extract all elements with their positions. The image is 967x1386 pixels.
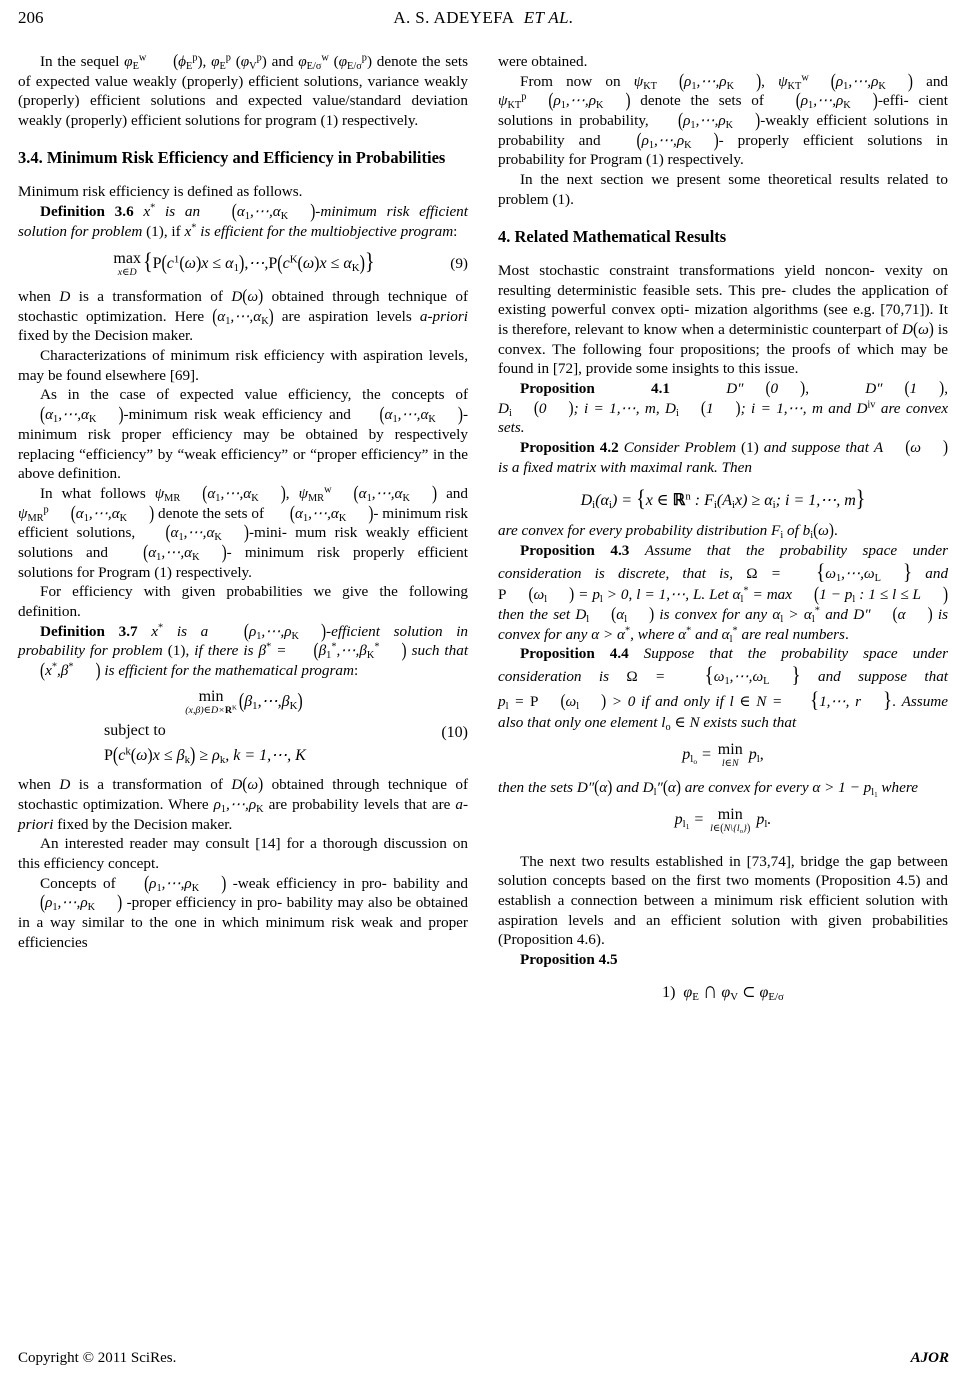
equation-10-objective: min $(x,\beta)\in D\times R^K$ $(\beta_1,\cdots,\beta_K)$	[185, 687, 303, 716]
math-beta-star-def: $\beta^* = (\beta_1^*,\cdots,\beta_K^*$ )	[258, 639, 407, 663]
paragraph-when-d-2-mid: is a transformation of	[78, 776, 223, 794]
max-operator: max x∈D	[113, 250, 141, 279]
definition-3-6-text-c: (1), if	[146, 222, 181, 240]
paragraph-convex-for-every-lead: are convex for every probability distribution	[498, 522, 768, 540]
math-psi-MR: $\psi_{MR}$ ($\alpha_1,\cdots,\alpha_K$ )	[154, 481, 286, 505]
paragraph-when-d-2-apriori: a-priori	[18, 795, 469, 833]
paragraph-sequel-sep5: )	[366, 53, 373, 70]
paragraph-fromnow-mid: denote the sets of	[640, 92, 764, 110]
math-phi-V-p: $\varphi_V^p$	[240, 52, 262, 72]
math-Omega-set-2: $\Omega = \{\omega_1,\cdots,\omega_L$ }	[626, 663, 801, 688]
proposition-4-2-label: Proposition 4.2	[520, 439, 619, 457]
running-head-etal: ET AL.	[523, 8, 574, 27]
proposition-4-5-label: Proposition 4.5	[520, 950, 618, 968]
definition-3-6-label: Definition 3.6	[40, 202, 134, 220]
proposition-4-4-label: Proposition 4.4	[520, 645, 629, 663]
proposition-4-3-text-k: are real numbers	[741, 625, 845, 643]
paragraph-inwhat-lead: In what follows	[40, 484, 146, 502]
paragraph-fromnow-mid2: -effi- cient solutions in probability,	[498, 92, 948, 130]
definition-3-6-colon: :	[453, 222, 458, 240]
math-psi-KT-w: $\psi_{KT}^w$ ($\rho_1,\cdots,\rho_K$ )	[778, 69, 913, 93]
paragraph-most-stochastic-end: is convex. The following four propositions; the proofs of which may be found in [72], provide some insights to this issue.	[498, 321, 949, 378]
paragraph-inwhat-sep2: and	[446, 484, 468, 502]
math-D-i-0: $D_i$ (0 ); i = 1,⋯, m	[498, 398, 656, 419]
paragraph-next-section: In the next section we present some theoretical results related to problem (1).	[498, 171, 948, 208]
definition-3-7-colon: :	[353, 662, 359, 680]
definition-3-7-label: Definition 3.7	[40, 622, 138, 640]
math-alpha-tuple-7: ($\alpha_1,\cdots,\alpha_K$ )	[143, 540, 227, 564]
math-x-star-2: x*	[184, 222, 197, 240]
paragraph-fromnow-sep2: and	[926, 72, 949, 90]
paragraph-ascase	[18, 385, 468, 483]
equation-p-lo-min	[498, 742, 948, 769]
definition-3-7-text-b: -efficient solution in probability for problem	[18, 622, 469, 660]
min-operator-pl1: min $l\in(N\backslash\{l_o\})$	[710, 805, 751, 835]
paragraph-fromnow	[498, 69, 949, 170]
copyright-notice: Copyright © 2011 SciRes.	[18, 1350, 177, 1366]
proposition-4-1-end: are convex sets.	[498, 399, 949, 437]
paragraph-fromnow-end: - properly efficient solutions in probability for Program (1) respectively.	[498, 131, 949, 169]
proposition-4-3-text-a: Assume that the probability space under consideration is discrete, that is,	[498, 542, 949, 582]
proposition-4-3-text-h: is convex for any	[498, 606, 949, 643]
math-b-i-omega: $b_i(\omega)$	[802, 521, 834, 542]
definition-3-7-text-f: is efficient for the mathematical program	[104, 662, 354, 680]
equation-10	[18, 689, 468, 767]
math-rho-tuple-6: ($\rho_1,\cdots,\rho_K$ )	[636, 128, 719, 152]
proposition-4-4-text-i: are convex for every	[684, 778, 809, 796]
proposition-4-4-text-j: where	[881, 778, 918, 796]
math-P-omega-l: P ($\omega_l$ ) = $p_l > 0$	[498, 585, 629, 606]
math-D-omega-2: D(ω)	[231, 774, 264, 795]
paragraph-sequel-sep2: (	[235, 53, 241, 70]
paragraph-when-d-1-end: fixed by the Decision maker.	[18, 327, 194, 345]
math-psi-KT-p: $\psi_{KT}^p$ ($\rho_1,\cdots,\rho_K$ )	[498, 89, 631, 113]
math-alpha-star-def: $\alpha_l^* = \max (1 - p_l$ : 1 ≤ l ≤ L )	[732, 583, 949, 607]
math-rho-tuple-3: ($\rho_1,\cdots,\rho_K$ )	[40, 891, 123, 915]
math-alpha-star-1: α*	[678, 625, 692, 643]
equation-D-i-alpha-i-expression: $D_i(\alpha_i) = \{x$ ∈ ℝ$^n$ : $F_i(A_ix) \ge \alpha_i$; i = 1,⋯, m}	[580, 485, 866, 512]
math-D-1: D	[59, 288, 71, 306]
definition-3-7-text-c: (1),	[167, 642, 190, 660]
math-phi-E-p2: $\varphi_E^p$	[211, 52, 231, 72]
proposition-4-4	[498, 644, 948, 733]
paragraph-then-the-sets	[498, 778, 948, 798]
paragraph-sequel-sep4: (	[333, 53, 339, 70]
section-3-4-number: 3.4.	[18, 147, 43, 167]
equation-p-lo-min-expression: $p_{l_o}$ = min l∈N $p_l$,	[682, 740, 764, 769]
proposition-4-3-text-i: , where	[630, 625, 675, 643]
paragraph-inwhat-sep1: ,	[285, 484, 290, 502]
running-head	[18, 8, 949, 36]
paragraph-fromnow-mid3: -weakly efficient solutions in probability and	[498, 112, 948, 149]
math-phi-E-p: $\phi_E^p$	[178, 52, 198, 72]
right-column	[498, 52, 948, 1310]
definition-3-6	[18, 199, 469, 241]
proposition-4-3-text-g: and	[825, 606, 848, 624]
paragraph-sequel-sep3: ) and	[261, 53, 294, 70]
math-D-dprime-alpha-1: D″ (α )	[853, 604, 933, 625]
body-columns	[18, 52, 949, 1310]
paragraph-for-efficiency: For efficiency with given probabilities we give the following definition.	[18, 583, 468, 621]
proposition-4-2-text-a: Consider Problem	[623, 439, 737, 457]
paragraph-convex-for-every-mid: of	[787, 522, 799, 540]
proposition-4-4-text-a: Suppose that the probability space under consideration is	[498, 645, 949, 686]
math-x-beta-pair: (x*,β* )	[40, 658, 101, 682]
prop-4-5-item-number: 1)	[662, 983, 676, 1001]
paragraph-convex-for-every: are convex for every probability distribution $F_i$ of $b_i(\omega)$.	[498, 521, 838, 542]
math-phi-Esigma-p: $\varphi_{E/\sigma}^p$	[338, 52, 367, 72]
paragraph-most-stochastic-lead: Most stochastic constraint transformations yield noncon- vexity on resulting deterministic feasible sets. This pre- cludes the application of existing powerful convex opti- mization algorithms (see e.g. [70,71]). It is therefore, relevant to know when a deterministic counterpart of	[498, 261, 948, 338]
proposition-4-1: Proposition 4.1 D″ (0 ), D″ (1 ), $D_i$ (0 ); i = 1,⋯, m, $D_i$ (1 ); i = 1,⋯, m and $D^{iv}$ are convex sets.	[498, 378, 949, 437]
math-D-dprime-1: D″ (1 )	[865, 378, 945, 399]
paragraph-concepts-end: -proper efficiency in pro- bability may also be obtained in a way similar to the one in which minimum risk weak and proper efficiencies	[18, 894, 469, 951]
equation-9	[18, 250, 468, 278]
math-alpha-tuple-3: ($\alpha_1,\cdots,\alpha_K$ )	[40, 403, 124, 427]
paragraph-when-d-2-mid2: obtained through technique of stochastic optimization. Where	[18, 776, 469, 813]
paragraph-when-d-1-mid: is a transformation of	[78, 288, 223, 306]
proposition-4-4-text-c: if and only if	[641, 692, 724, 710]
proposition-4-3-text-b: and	[925, 564, 949, 582]
definition-3-6-text-a: is an	[165, 202, 201, 220]
paragraph-inwhat-mid: denote the sets of	[158, 504, 265, 522]
equation-p-l1-min-expression: $p_{l_1}$ = min $l\in(N\backslash\{l_o\})$ $p_l$.	[674, 805, 772, 835]
math-l-in-N: l ∈ N = {1,⋯, r }	[729, 687, 893, 713]
paragraph-inwhat-end: - minimum risk properly efficient solutions for Program (1) respectively.	[18, 543, 468, 581]
math-D-iv: $D^{iv}$	[856, 399, 876, 417]
math-alpha-l-star-1: $\alpha_l^*$	[721, 625, 738, 645]
paragraph-next-two-results: The next two results established in [73,74], bridge the gap between solution concepts based on the first two moments (Proposition 4.5) and establish a connection between a minimum risk efficient solution with aspiration levels and an efficient solution with given probabilities (Proposition 4.6).	[498, 852, 948, 949]
paragraph-ascase-mid: -minimum risk weak efficiency and	[123, 406, 351, 424]
proposition-4-1-label: Proposition 4.1	[520, 380, 670, 398]
proposition-4-4-text-d: .	[892, 692, 896, 710]
math-alpha-gt-alpha-star: α > α*	[591, 625, 631, 643]
proposition-4-3-text-c: ,	[628, 586, 633, 604]
paragraph-concepts-mid: -weak efficiency in pro- bability and	[232, 874, 469, 892]
math-F-i: $F_i$	[771, 522, 784, 542]
math-alpha-tuple-5: ($\alpha_1,\cdots,\alpha_K$ )	[289, 501, 374, 525]
equation-D-i-alpha-i	[498, 487, 948, 513]
math-x-star-1: x*	[143, 202, 156, 220]
section-heading-3-4	[18, 147, 468, 168]
proposition-4-5	[498, 950, 948, 970]
paragraph-minrisk-intro: Minimum risk efficiency is defined as follows.	[18, 183, 303, 201]
proposition-4-2	[498, 438, 948, 477]
paragraph-when-d-1-apriori: a-priori	[419, 307, 468, 325]
paragraph-inwhat-mid2: - minimum risk efficient solutions,	[18, 504, 468, 542]
proposition-4-3-text-f: is convex for any	[659, 606, 768, 624]
math-x-star-3: x*	[151, 622, 164, 640]
proposition-4-2-text-d: is a fixed matrix with maximal rank. Then	[498, 458, 752, 476]
equation-10-constraint: $P(c^k(\omega)x \le \beta_k) \ge \rho_k$, k = 1,⋯, K	[104, 744, 306, 768]
math-alpha-gt-1-minus-p: $\alpha > 1 - p_{l_1}$	[812, 778, 878, 799]
left-column	[18, 52, 468, 1310]
math-Omega-set-1: $\Omega = \{\omega_1,\cdots,\omega_L$ }	[746, 559, 913, 585]
paragraph-sequel-body: denote the sets of expected value weakly (properly) efficient solutions, variance weakly (properly) efficient solutions and expected value/standard deviation weakly (properly) efficient solutions for program (1) respectively.	[18, 53, 469, 130]
math-alpha-tuple-2: $(\alpha_1,\cdots,\alpha_K)$	[212, 304, 274, 328]
proposition-4-4-text-b: and suppose that	[817, 668, 949, 686]
paragraph-when-d-2-end: fixed by the Decision maker.	[57, 815, 233, 833]
paragraph-inwhat-mid3: -mini- mum risk weakly efficient solutions and	[18, 524, 469, 561]
math-alpha-tuple-1: ($\alpha_1,\cdots,\alpha_K$ )	[231, 199, 316, 223]
math-psi-MR-w: $\psi_{MR}^w$ ($\alpha_1,\cdots,\alpha_K$ )	[298, 481, 438, 505]
math-alpha-tuple-6: ($\alpha_1,\cdots,\alpha_K$ )	[165, 521, 249, 545]
equation-9-expression: max x∈D {$P(c^1(\omega)x$ ≤ $\alpha_1),\cdots,P(c^K(\omega)x \le \alpha_K)$}	[113, 249, 375, 279]
equation-10-subject-to: subject to	[104, 721, 166, 739]
paragraph-when-d-2-mid3: are probability levels that are	[268, 795, 451, 813]
running-head-authors	[18, 8, 949, 28]
section-heading-4: 4. Related Mathematical Results	[498, 226, 727, 246]
equation-p-l1-min	[498, 807, 948, 834]
paragraph-when-d-1-lead: when	[18, 288, 51, 306]
math-D-l-alpha-l: $D_l$ ($\alpha_l$ )	[575, 604, 655, 625]
paragraph-were-obtained: were obtained.	[498, 53, 588, 70]
math-psi-KT: $\psi_{KT}$ ($\rho_1,\cdots,\rho_K$ )	[633, 69, 762, 93]
math-D-dprime-0: D″ (0 )	[726, 378, 806, 399]
paragraph-when-d-2	[18, 775, 468, 834]
paragraph-when-d-1-mid2: obtained through technique of stochastic optimization. Here	[18, 288, 469, 325]
math-rho-tuple-1: ($\rho_1,\cdots,\rho_K$ )	[243, 619, 327, 643]
math-rho-tuple-4: ($\rho_1,\cdots,\rho_K$ )	[795, 89, 878, 113]
paragraph-when-d-1	[18, 287, 468, 346]
math-D-l-dprime-alpha: $D_l''(\alpha)$	[642, 777, 681, 798]
paragraph-concepts-lead: Concepts of	[40, 874, 116, 892]
paragraph-when-d-2-lead: when	[18, 776, 51, 794]
paragraph-interested-reader: An interested reader may consult [14] for a thorough discussion on this efficiency concept.	[18, 835, 468, 872]
proposition-4-4-text-e: Assume also that only one element	[498, 692, 948, 732]
paragraph-sequel-sep1: ),	[197, 53, 207, 70]
math-alpha-l-gt-star: $\alpha_l > \alpha_l^*$	[772, 605, 820, 625]
math-phi-Esigma-w: $\varphi_{E/\sigma}^w$	[298, 52, 329, 72]
paragraph-inwhat	[18, 481, 469, 582]
journal-abbreviation: AJOR	[910, 1350, 949, 1366]
paragraph-concepts	[18, 871, 469, 953]
proposition-4-3-text-j: and	[695, 625, 718, 643]
definition-3-7-text-e: such that	[411, 642, 469, 660]
proposition-4-4-text-f: exists such that	[703, 714, 797, 732]
paragraph-when-d-1-mid3: are aspiration levels	[281, 307, 412, 325]
math-phi-E-w: $\varphi_E^w$	[124, 52, 147, 72]
math-l-range: l = 1,⋯, L	[636, 586, 702, 604]
math-phi-intersection: $\varphi_E$ ∩ $\varphi_V$ ⊂ $\varphi_{E/\sigma}$	[683, 977, 784, 1004]
min-operator-plo: min l∈N	[717, 740, 743, 769]
proposition-4-2-text-c: and suppose that	[763, 439, 869, 457]
paragraph-sequel-lead: In the sequel	[40, 53, 120, 70]
equation-9-number: (9)	[450, 255, 468, 273]
proposition-4-3-label: Proposition 4.3	[520, 542, 630, 560]
proposition-4-2-text-b: (1)	[741, 439, 759, 457]
paragraph-ascase-end: -minimum risk proper efficiency may be obtained by respectively replacing “efficiency” by “weak efficiency” or “proper efficiency” in the above definition.	[18, 406, 469, 483]
math-p-l-eq-P: $p_l = P$ ($\omega_l$ ) > 0	[498, 691, 636, 712]
math-rho-tuple-5: ($\rho_1,\cdots,\rho_K$ )	[678, 108, 761, 132]
equation-10-subject-line	[18, 721, 468, 742]
math-D-i-1: $D_i$ (1 ); i = 1,⋯, m	[665, 398, 823, 419]
definition-3-7	[18, 619, 469, 682]
math-psi-MR-p: $\psi_{MR}^p$ ($\alpha_1,\cdots,\alpha_K$ )	[18, 501, 155, 525]
page-footer	[18, 1350, 949, 1372]
math-D-omega-3: D(ω)	[902, 319, 934, 340]
equation-10-number: (10)	[441, 723, 468, 741]
math-D-dprime-alpha-2: D″(α)	[576, 777, 613, 798]
running-head-author-names: A. S. ADEYEFA	[393, 8, 515, 27]
paragraph-most-stochastic	[498, 261, 948, 379]
math-alpha-tuple-4: ($\alpha_1,\cdots,\alpha_K$ )	[379, 403, 463, 427]
definition-3-6-text-b: -minimum risk efficient solution for problem	[18, 202, 469, 240]
math-A-omega: A (ω )	[873, 437, 949, 458]
math-rho-tuple-2: ($\rho_1,\cdots,\rho_K$ )	[144, 871, 227, 895]
definition-3-7-text-a: is a	[176, 622, 209, 640]
section-3-4-title: Minimum Risk Efficiency and Efficiency in Probabilities	[46, 147, 446, 167]
definition-3-6-text-d: is efficient for the multiobjective program	[200, 222, 454, 240]
equation-prop-4-5-item-1	[498, 979, 948, 1005]
paragraph-characterizations: Characterizations of minimum risk efficiency with aspiration levels, may be found elsewhere [69].	[18, 347, 468, 384]
proposition-4-3-text-e: then the set	[498, 606, 571, 624]
page-number: 206	[18, 8, 44, 27]
paragraph-ascase-lead: As in the case of expected value efficiency, the concepts of	[40, 386, 468, 404]
definition-3-7-text-d: if there is	[194, 642, 254, 660]
math-D-2: D	[59, 776, 71, 794]
proposition-4-4-text-h: and	[616, 778, 639, 796]
math-rho-list-1: $\rho_1,\cdots,\rho_K$	[213, 795, 264, 815]
proposition-4-4-text-g: then the sets	[498, 778, 574, 796]
proposition-4-3-text-l: .	[844, 625, 849, 643]
math-D-omega-1: D(ω)	[231, 286, 264, 307]
paragraph-fromnow-lead: From now on	[520, 72, 621, 90]
paragraph-sequel: In the sequel $\varphi_E^w$ $(\phi_E^p)$, $\varphi_E^p$ $(\varphi_V^p)$ and $\varphi_{E/\sigma}^w$ $(\varphi_{E/\sigma}^p)$ denote the sets of expected value weakly (properly) efficient solutions, variance weakly (properly) efficient solutions and expected value/standard deviation weakly (properly) efficient solutions for program (1) respectively.	[18, 51, 469, 130]
paragraph-fromnow-sep1: ,	[761, 72, 765, 90]
math-l-o-in-N: $l_o$ ∈ N	[661, 714, 700, 734]
min-operator-eq10: min $(x,\beta)\in D\times R^K$	[185, 687, 237, 716]
proposition-4-3	[498, 541, 948, 644]
proposition-4-3-text-d: . Let	[701, 586, 729, 604]
